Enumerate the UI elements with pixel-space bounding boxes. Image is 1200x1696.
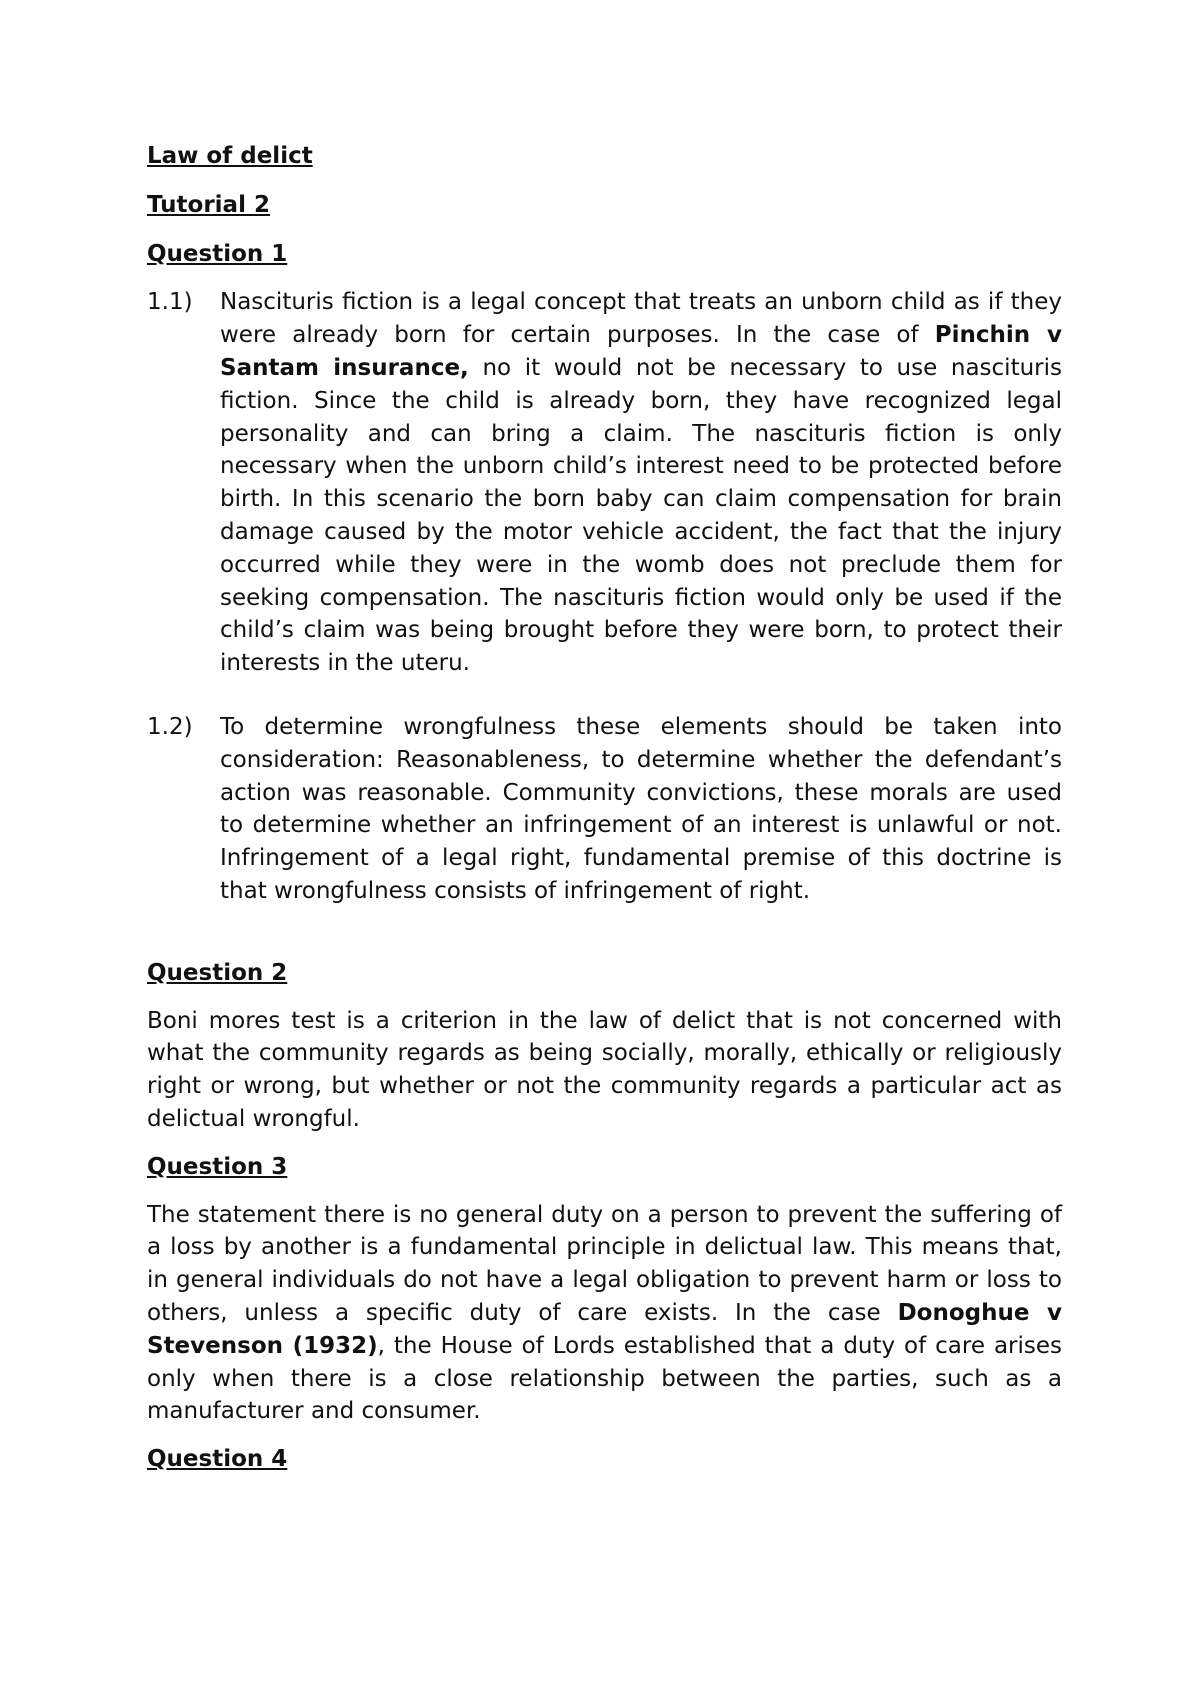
case-citation-pinchin: Pinchin v Santam insurance, xyxy=(220,322,1063,381)
document-page xyxy=(147,140,1062,1476)
question-4-heading: Question 4 xyxy=(147,1446,288,1473)
case-citation-donoghue: Donoghue v Stevenson (1932) xyxy=(147,1299,1062,1359)
question-3-heading: Question 3 xyxy=(147,1153,288,1180)
answer-1-1-text-a: Nascituris fiction is a legal concept that treats an unborn child as if they were already born for certain purposes. In the case of xyxy=(220,289,1062,349)
answer-1-2 xyxy=(147,711,1062,908)
question-2-heading: Question 2 xyxy=(147,959,288,986)
answer-3-text xyxy=(147,1199,1062,1429)
answer-2-text: Boni mores test is a criterion in the law of delict that is not concerned with what the community regards as being socially, morally, ethically or religiously right or wrong, but whether or not the community regards a particular act as delictual wrongful. xyxy=(147,1007,1062,1132)
answer-1-1-number: 1.1) xyxy=(147,289,193,316)
question-1-heading: Question 1 xyxy=(147,240,288,267)
answer-1-1-text xyxy=(220,286,1062,680)
answer-1-2-text: To determine wrongfulness these elements should be taken into consideration: Reasonableness, to determine whether the defendant’s action was reasonable. Community convictions, these morals are used to determine whether an infringement of an interest is unlawful or not. Infringement of a legal right, fundamental premise of this doctrine is that wrongfulness consists of infringement of right. xyxy=(220,713,1062,904)
answer-1-1 xyxy=(147,286,1062,680)
answer-1-2-number: 1.2) xyxy=(147,713,193,740)
answer-3-text-b: , the House of Lords established that a duty of care arises only when there is a close relationship between the parties, such as a manufacturer and consumer. xyxy=(147,1332,1062,1425)
answer-3-text-a: The statement there is no general duty on a person to prevent the suffering of a loss by another is a fundamental principle in delictual law. This means that, in general individuals do not have a legal obligation to prevent harm or loss to others, unless a specific duty of care exists. In the case xyxy=(147,1201,1062,1326)
tutorial-heading: Tutorial 2 xyxy=(147,191,270,218)
document-title: Law of delict xyxy=(147,143,313,169)
answer-1-1-text-b: no it would not be necessary to use nascituris fiction. Since the child is already born, they have recognized legal personality and can bring a claim. The nascituris fiction is only necessary when the unborn child’s interest need to be protected before birth. In this scenario the born baby can claim compensation for brain damage caused by the motor vehicle accident, the fact that the injury occurred while they were in the womb does not preclude them for seeking compensation. The nascituris fiction would only be used if the child’s claim was being brought before they were born, to protect their interests in the uteru. xyxy=(220,354,1062,677)
